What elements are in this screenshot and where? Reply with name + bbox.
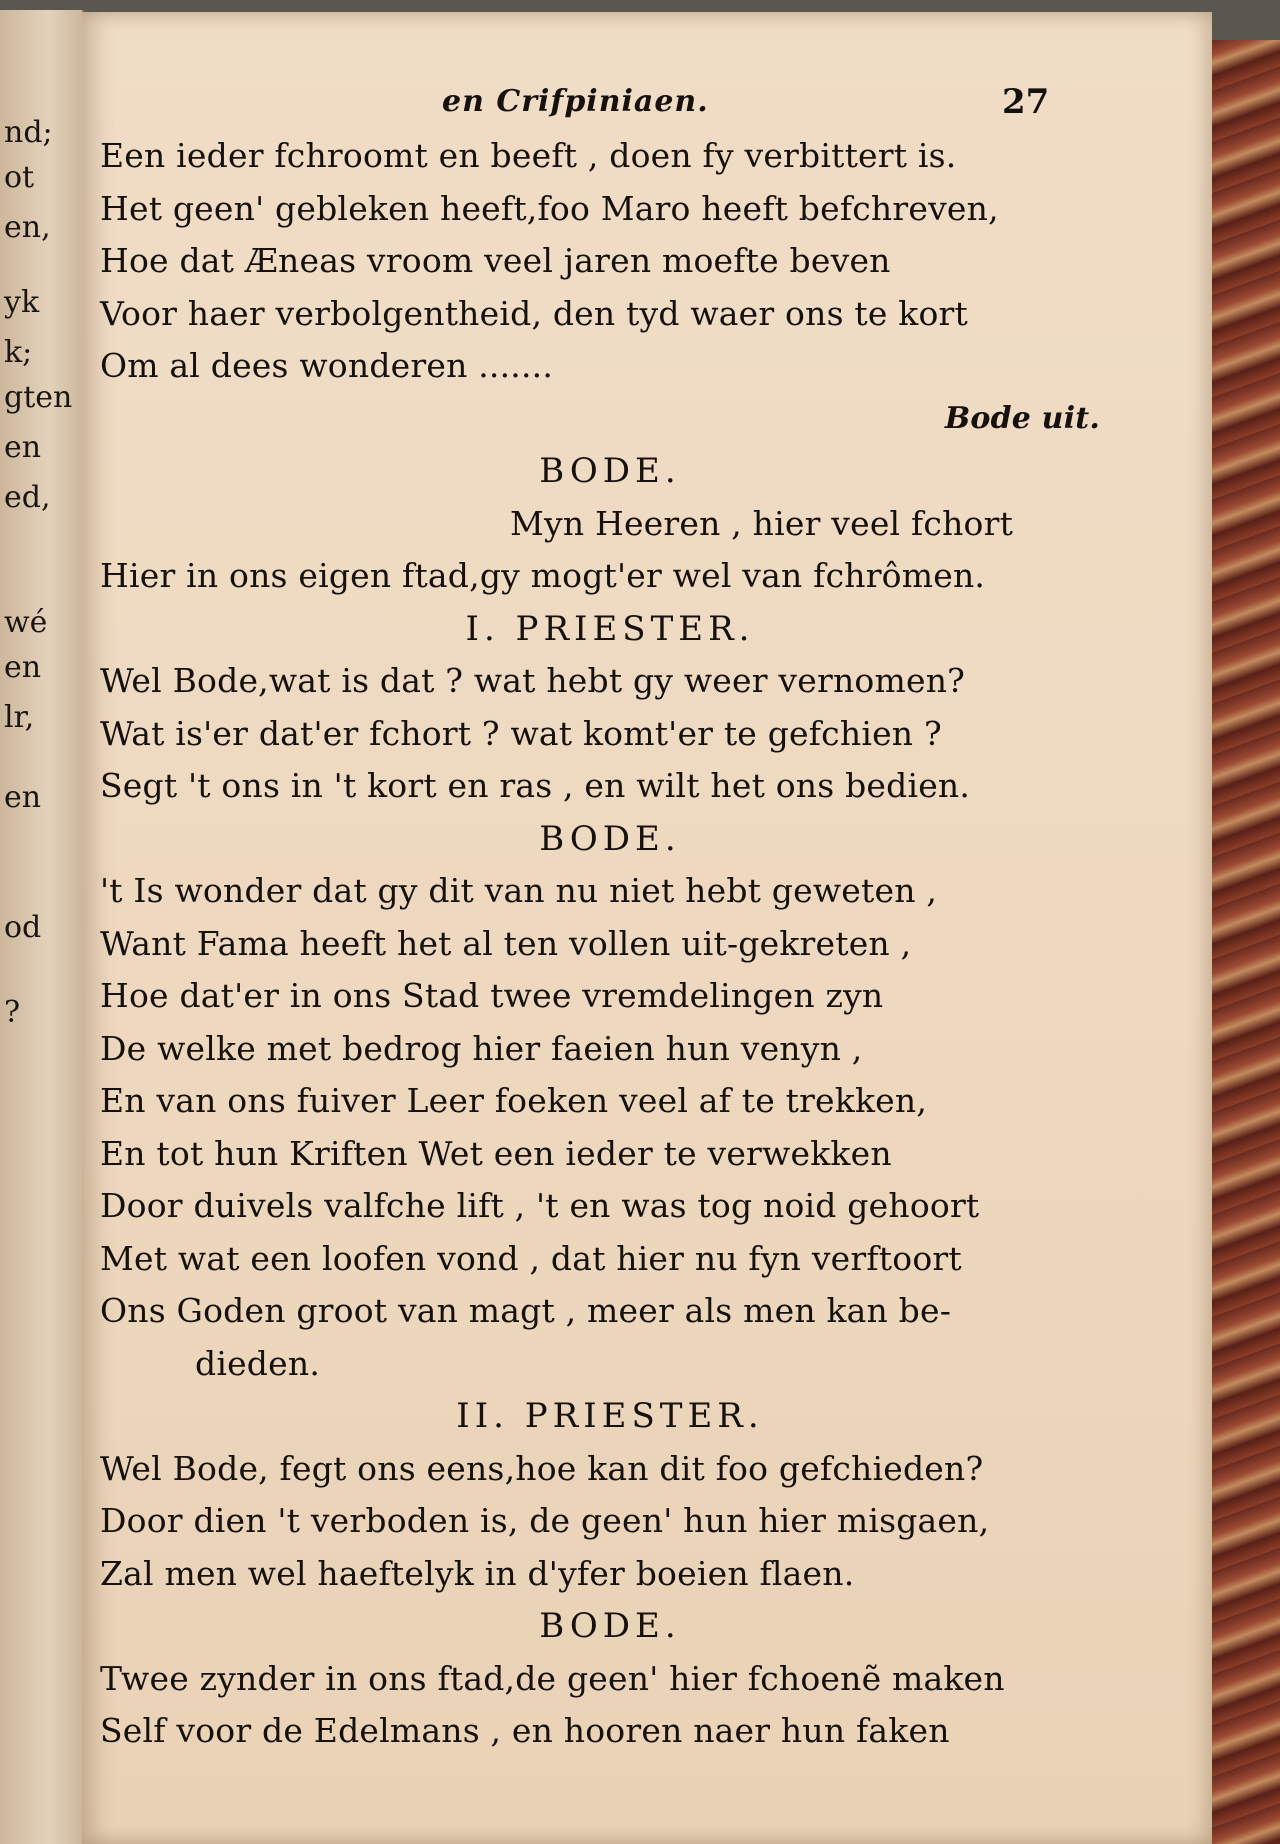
facing-page-fragment: en [4,650,42,685]
verse-line: Het geen' gebleken heeft,foo Maro heeft befchreven, [100,188,999,228]
speaker-heading: BODE. [539,451,681,491]
verse-line: Twee zynder in ons ftad,de geen' hier fchoenẽ maken [100,1658,1005,1698]
book-page [82,12,1212,1844]
stage-direction: Bode uit. [944,400,1100,436]
verse-line: Door duivels valfche lift , 't en was tog noid gehoort [100,1186,980,1225]
facing-page-fragment: k; [4,335,33,370]
verse-line: Hier in ons eigen ftad,gy mogt'er wel van fchrômen. [100,556,986,595]
verse-line: Hoe dat Æneas vroom veel jaren moefte beven [100,241,891,280]
facing-page-fragment: od [4,910,42,945]
facing-page-fragment: en, [4,210,51,245]
speaker-heading: BODE. [539,818,681,859]
speaker-heading: II. PRIESTER. [456,1396,764,1436]
facing-page-fragment: nd; [4,115,53,150]
verse-line: Met wat een loofen vond , dat hier nu fyn verftoort [100,1238,962,1278]
verse-line: En van ons fuiver Leer foeken veel af te trekken, [100,1081,928,1120]
facing-page-fragment: gten [4,380,73,415]
verse-line: Self voor de Edelmans , en hooren naer hun faken [100,1711,950,1750]
verse-line: Want Fama heeft het al ten vollen uit-gekreten , [100,923,912,963]
speaker-heading: BODE. [539,1606,681,1646]
facing-page-fragment: ? [4,995,21,1030]
running-head: en Crifpiniaen. [442,84,709,119]
verse-line: Om al dees wonderen ....... [100,346,554,385]
facing-page-fragment: en [4,780,42,815]
verse-line: Door dien 't verboden is, de geen' hun hier misgaen, [100,1501,990,1540]
facing-page-fragment: yk [4,285,40,320]
speaker-heading: I. PRIESTER. [465,608,755,649]
verse-line: En tot hun Kriften Wet een ieder te verwekken [100,1133,892,1173]
verse-line: 't Is wonder dat gy dit van nu niet hebt geweten , [100,871,938,910]
verse-line: Voor haer verbolgentheid, den tyd waer ons te kort [100,293,968,333]
verse-line: dieden. [195,1343,321,1383]
book-binding [1209,40,1280,1844]
verse-line: Segt 't ons in 't kort en ras , en wilt het ons bedien. [100,766,971,805]
verse-line: Ons Goden groot van magt , meer als men kan be- [100,1291,952,1330]
verse-line: Myn Heeren , hier veel fchort [510,503,1014,543]
verse-line: Een ieder fchroomt en beeft , doen fy verbittert is. [100,136,957,175]
facing-page-fragment: ot [4,160,35,195]
facing-page-fragment: wé [4,605,48,640]
facing-page-fragment: ed, [4,480,51,515]
facing-page-fragment: lr, [4,700,35,735]
facing-page-fragment: en [4,430,42,465]
verse-line: De welke met bedrog hier faeien hun venyn , [100,1028,863,1068]
verse-line: Wel Bode, fegt ons eens,hoe kan dit foo gefchieden? [100,1448,984,1488]
play-text [100,130,1120,1758]
verse-line: Wat is'er dat'er fchort ? wat komt'er te gefchien ? [100,713,942,753]
verse-line: Zal men wel haeftelyk in d'yfer boeien flaen. [100,1553,855,1593]
verse-line: Hoe dat'er in ons Stad twee vremdelingen zyn [100,976,884,1015]
facing-page-edge [0,10,84,1844]
page-number: 27 [1002,82,1050,122]
verse-line: Wel Bode,wat is dat ? wat hebt gy weer vernomen? [100,661,966,700]
